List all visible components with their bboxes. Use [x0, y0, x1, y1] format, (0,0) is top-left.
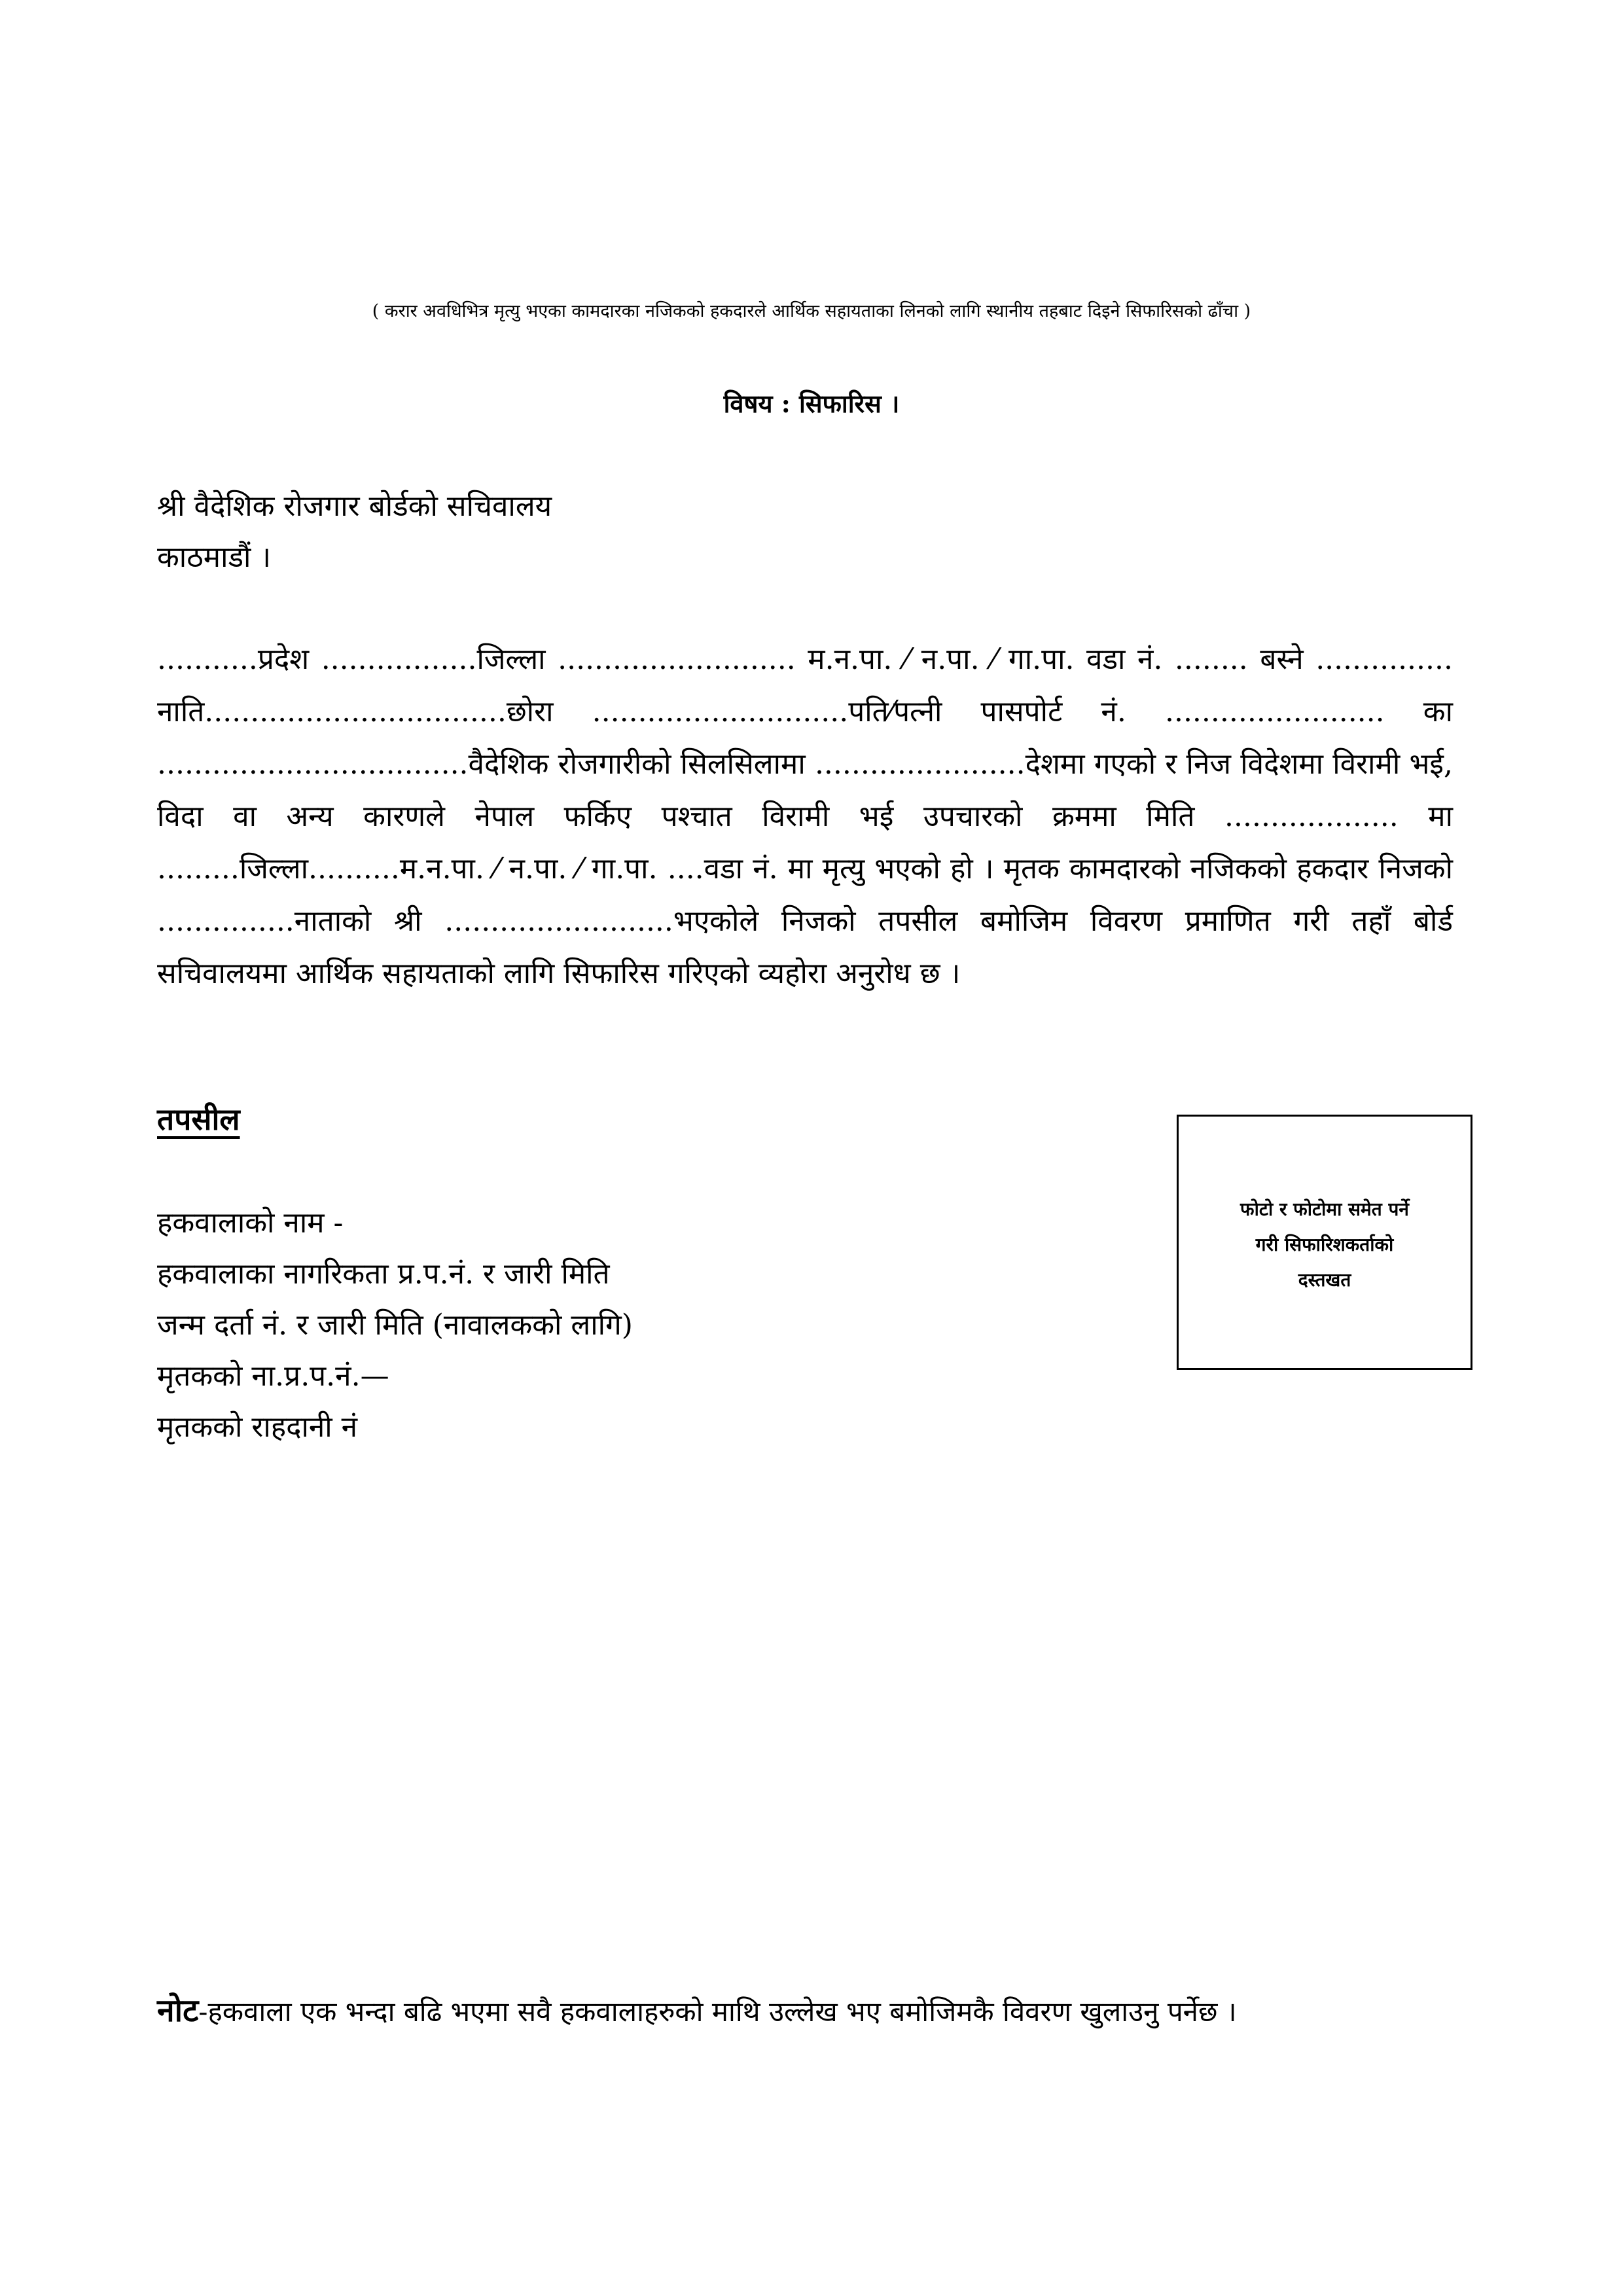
detail-deceased-passport: मृतकको राहदानी नं	[157, 1410, 358, 1444]
photo-box-line1: फोटो र फोटोमा समेत पर्ने	[1240, 1198, 1409, 1220]
form-title: ( करार अवधिभित्र मृत्यु भएका कामदारका नजिकको हकदारले आर्थिक सहायताका लिनको लागि स्थानीय तहबाट दिइने सिफारिसको ढाँचा )	[372, 301, 1251, 321]
photo-box-line2: गरी सिफारिशकर्ताको	[1255, 1234, 1394, 1255]
detail-deceased-citizenship: मृतकको ना.प्र.प.नं.—	[157, 1359, 389, 1393]
addressee-name: श्री वैदेशिक रोजगार बोर्डको सचिवालय	[157, 490, 552, 523]
details-heading: तपसील	[157, 1102, 240, 1137]
photo-signature-box	[1177, 1115, 1472, 1370]
note	[157, 1988, 1531, 2031]
addressee-city: काठमाडौं ।	[157, 541, 272, 574]
recommendation-body: ...........प्रदेश .................जिल्ला .......................... म.न.पा. ⁄ न.पा. ⁄ गा.पा. वडा नं. ........ बस्ने ............... नाति.................................छोरा ............................पति⁄पत्नी पासपोर्ट नं. ........................ का ..................................वैदेशिक रोजगारीको सिलसिलामा .......................देशमा गएको र निज विदेशमा विरामी भई, विदा वा अन्य कारणले नेपाल फर्किए पश्चात विरामी भई उपचारको क्रममा मिति ................... मा .........जिल्ला..........म.न.पा. ⁄ न.पा. ⁄ गा.पा. ....वडा नं. मा मृत्यु भएको हो । मृतक कामदारको नजिकको हकदार निजको ...............नाताको श्री .........................भएकोले निजको तपसील बमोजिम विवरण प्रमाणित गरी तहाँ बोर्ड सचिवालयमा आर्थिक सहायताको लागि सिफारिस गरिएको व्यहोरा अनुरोध छ ।	[157, 643, 1453, 990]
subject-line: विषय : सिफारिस ।	[723, 389, 900, 418]
detail-heir-name: हकवालाको नाम -	[157, 1206, 344, 1240]
detail-birth-registration: जन्म दर्ता नं. र जारी मिति (नावालकको लागि)	[157, 1308, 633, 1342]
detail-heir-citizenship: हकवालाका नागरिकता प्र.प.नं. र जारी मिति	[157, 1257, 610, 1291]
addressee-block	[157, 481, 552, 583]
photo-box-line3: दस्तखत	[1298, 1269, 1351, 1291]
details-list	[157, 1198, 633, 1453]
note-text: -हकवाला एक भन्दा बढि भएमा सवै हकवालाहरुको माथि उल्लेख भए बमोजिमकै विवरण खुलाउनु पर्नेछ ।	[198, 1996, 1237, 2028]
note-label: नोट	[157, 1992, 199, 2029]
